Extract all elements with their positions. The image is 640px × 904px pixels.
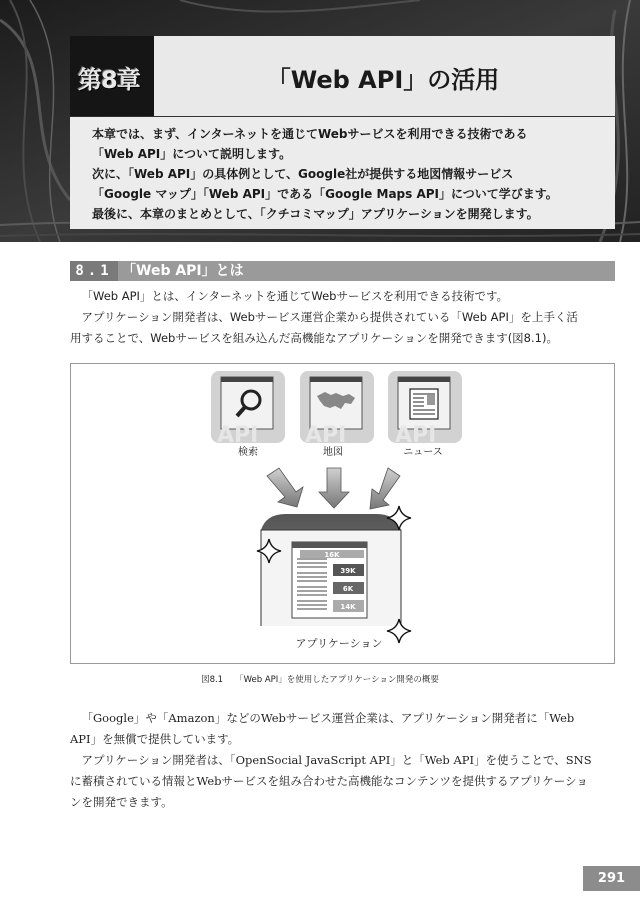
figure-caption (0, 673, 640, 685)
application-window (261, 514, 401, 626)
paragraph: に蓄積されている情報とWebサービスを組み合わせた高機能なコンテンツを提供するアプリケーショ (70, 774, 588, 788)
chapter-header (0, 0, 640, 242)
chapter-label: 第8章 (78, 66, 140, 94)
paragraph: アプリケーション開発者は、Webサービス運営企業から提供されている「Web API」を上手く活 (81, 310, 578, 324)
summary-line: 次に、「Web API」の具体例として、Google社が提供する地図情報サービス (92, 167, 514, 181)
paragraph: 「Web API」とは、インターネットを通じてWebサービスを利用できる技術です。 (81, 289, 509, 303)
newspaper-icon (410, 389, 438, 419)
service-label-map: 地図 (323, 447, 343, 458)
arrow-icon (319, 468, 349, 508)
paragraph: 「Google」や「Amazon」などのWebサービス運営企業は、アプリケーション開発者に「Web (81, 711, 575, 725)
paragraph: API」を無償で提供しています。 (70, 732, 240, 746)
body-text (70, 708, 620, 813)
arrow-icon (370, 468, 400, 509)
service-label-search: 検索 (238, 447, 258, 458)
paragraph: アプリケーション開発者は、「OpenSocial JavaScript API」と「Web API」を使うことで、SNS (81, 753, 592, 767)
news-service-tile (388, 371, 462, 458)
summary-line: 「Web API」について説明します。 (92, 147, 292, 161)
section-title: 「Web API」とは (122, 263, 244, 279)
caption-number: 図8.1 (201, 675, 224, 685)
api-watermark: API (217, 423, 259, 448)
figure-diagram (71, 364, 616, 665)
map-service-tile (300, 371, 374, 458)
counter-badge: 14K (340, 603, 356, 611)
counter-badge: 16K (324, 551, 340, 559)
service-label-news: ニュース (403, 447, 443, 458)
api-watermark: API (395, 423, 437, 448)
chapter-summary (92, 124, 602, 224)
counter-badge: 39K (340, 567, 356, 575)
section-number: 8.1 (70, 261, 118, 281)
counter-badge: 6K (342, 585, 354, 593)
application-label: アプリケーション (295, 637, 383, 650)
arrow-icon (267, 468, 303, 507)
api-watermark: API (305, 423, 347, 448)
paragraph: ンを開発できます。 (70, 795, 173, 809)
caption-text: 「Web API」を使用したアプリケーション開発の概要 (235, 675, 439, 685)
search-service-tile (211, 371, 285, 458)
summary-line: 最後に、本章のまとめとして、「クチコミマップ」アプリケーションを開発します。 (92, 207, 539, 221)
page-number: 291 (583, 866, 640, 891)
figure-8-1 (70, 363, 615, 664)
chapter-title: 「Web API」の活用 (266, 66, 500, 94)
intro-text (70, 286, 620, 349)
paragraph: 用することで、Webサービスを組み込んだ高機能なアプリケーションを開発できます(図8.1)。 (70, 331, 558, 345)
summary-line: 「Google マップ」「Web API」である「Google Maps API」について学びます。 (92, 187, 558, 201)
summary-line: 本章では、まず、インターネットを通じてWebサービスを利用できる技術である (92, 127, 528, 141)
